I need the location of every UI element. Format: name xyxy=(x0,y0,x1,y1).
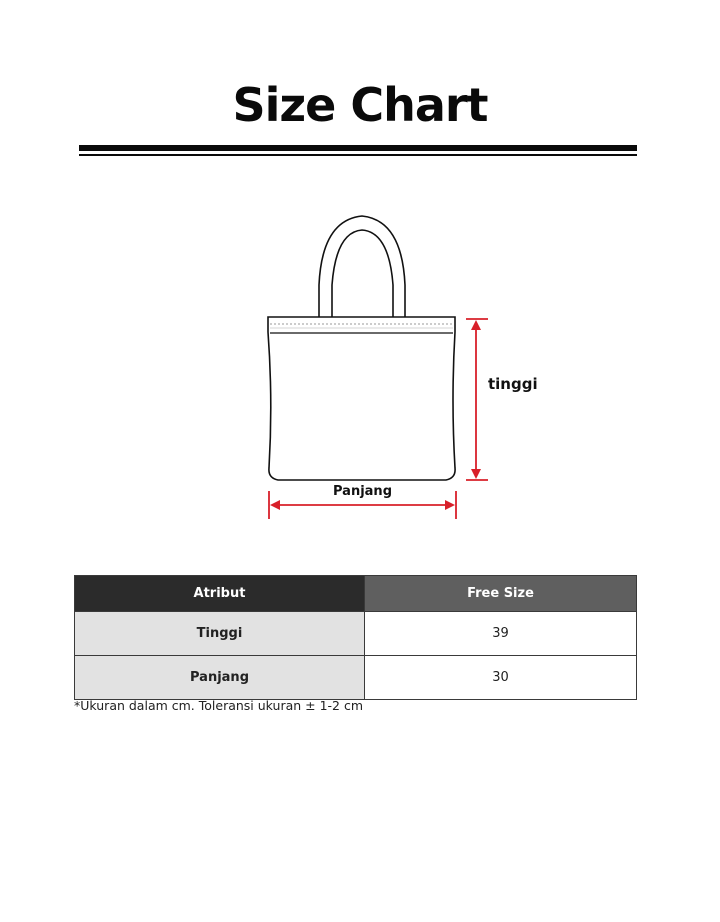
row-value: 30 xyxy=(365,656,637,700)
table-row xyxy=(75,656,637,700)
width-label: Panjang xyxy=(333,484,392,499)
row-value: 39 xyxy=(365,612,637,656)
header-attribute: Atribut xyxy=(75,576,365,612)
row-attribute: Panjang xyxy=(75,656,365,700)
table-row xyxy=(75,612,637,656)
bag-body xyxy=(268,317,455,480)
height-label: tinggi xyxy=(488,375,538,393)
table-header-row xyxy=(75,576,637,612)
bag-handles xyxy=(319,216,405,331)
row-attribute: Tinggi xyxy=(75,612,365,656)
size-note: *Ukuran dalam cm. Toleransi ukuran ± 1-2 cm xyxy=(74,698,364,713)
size-table xyxy=(74,575,637,700)
height-measure-arrow xyxy=(466,319,488,480)
header-free-size: Free Size xyxy=(365,576,637,612)
page-title: Size Chart xyxy=(232,78,488,132)
